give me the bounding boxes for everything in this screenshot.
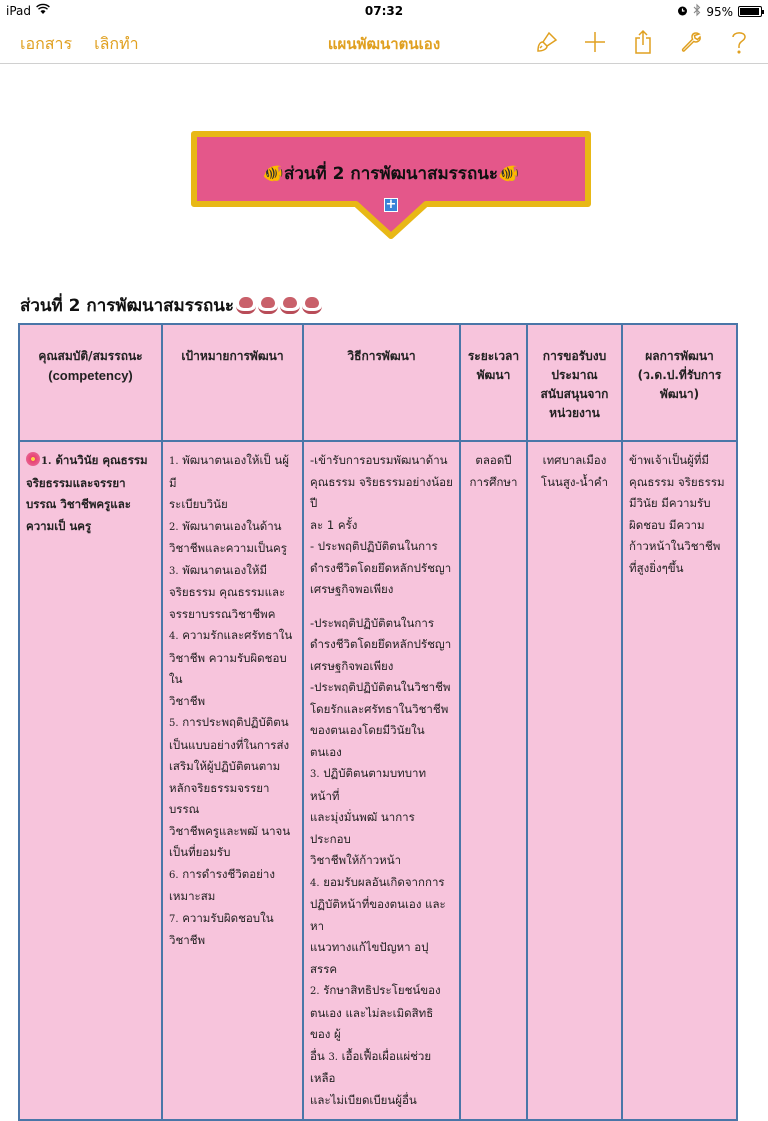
cell-line [310,450,453,472]
text-overflow-plus-icon[interactable]: + [385,197,397,212]
cell-text: ความรักและศรัทธาใน [182,628,293,642]
cell-line [310,894,453,937]
cell-text: เทศบาลเมือง [542,453,607,467]
item-number: 7. [169,913,179,925]
cell-line [169,712,296,735]
cell-text: จริยธรรม คุณธรรมและ [169,585,286,599]
header-text: (competency) [48,368,133,383]
octopus-icon [302,297,322,315]
cell-line [169,908,296,931]
help-icon[interactable] [726,28,752,56]
cell-text: ข้าพเจ้าเป็นผู้ที่มี [629,453,710,467]
cell-line [310,1046,453,1090]
status-bar [0,0,768,22]
cell-budget[interactable] [527,441,622,1120]
document-title[interactable]: แผนพัฒนาตนเอง [327,35,441,53]
cell-line [310,558,453,580]
cell-text: โดยรักและศรัทธาในวิชาชีพ [310,701,449,716]
cell-text: ผิดชอบ มีความ [629,517,705,532]
header-text: เป้าหมายการพัฒนา [181,349,284,363]
header-text: หน่วยงาน [549,406,600,420]
cell-line [169,864,296,887]
cell-line [310,1003,453,1046]
cell-text: รักษาสิทธิประโยชน์ของ [323,983,441,997]
cell-text: ปฏิบัติหน้าที่ของตนเอง และหา [310,897,446,933]
cell-text: ของตนเองโดยมีวินัยใน [310,723,425,737]
cell-text: ดำรงชีวิตโดยยึดหลักปรัชญา [310,637,452,651]
cell-line [310,472,453,515]
cell-line [169,648,296,691]
header-text: วิธีการพัฒนา [347,349,416,363]
alarm-icon [677,5,688,19]
item-number: 1. [41,456,52,467]
share-icon[interactable] [630,28,656,56]
header-text: ประมาณ [551,368,598,382]
cell-text: ละ 1 ครั้ง [310,517,358,532]
cell-line [169,886,296,908]
cell-text: ตลอดปี [475,453,512,467]
cell-text: ดำรงชีวิตโดยยึดหลักปรัชญา [310,560,452,575]
cell-duration[interactable] [460,441,527,1120]
cell-text: เศรษฐกิจพอเพียง [310,582,394,596]
cell-line [169,604,296,626]
item-number: 3. [328,1051,338,1063]
competency-table [18,323,738,1121]
undo-button[interactable]: เลิกทำ [94,34,139,53]
cell-line [310,1090,453,1112]
cell-text: คุณธรรม จริยธรรม [629,474,725,489]
section-heading [20,292,322,319]
header-competency[interactable] [19,324,162,441]
cell-text: -เข้ารับการอบรมพัฒนาด้าน [310,453,448,467]
cell-line [310,579,453,601]
cell-line [169,450,296,494]
cell-line [310,807,453,850]
cell-line [310,677,453,699]
cell-line [169,516,296,539]
cell-text: จรรยาบรรณวิชาชีพค [169,606,276,621]
cell-text: ตนเอง และไม่ละเมิดสิทธิของ ผู้ [310,1005,434,1041]
header-text: ระยะเวลา [467,349,520,363]
header-text: ผลการพัฒนา [645,349,714,363]
cell-line [310,742,453,764]
cell-line [169,821,296,843]
cell-text: คุณธรรม จริยธรรมอย่างน้อยปี [310,474,453,510]
cell-text: ตนเอง [310,744,342,759]
item-number: 6. [169,869,179,881]
title-callout-shape[interactable] [190,128,592,240]
cell-text: วิชาชีพ ความรับผิดชอบใน [169,650,287,686]
hibiscus-icon [26,452,40,466]
octopus-icon [236,297,256,315]
cell-text: วิชาชีพ [169,693,206,708]
octopus-icon [280,297,300,315]
header-budget[interactable] [527,324,622,441]
cell-text: เอื้อเฟื้อเผื่อแผ่ช่วยเหลือ [310,1048,432,1085]
cell-text: พัฒนาตนเองให้เป็ นผู้มี [169,453,289,490]
wrench-icon[interactable] [678,28,704,56]
cell-line [169,842,296,864]
header-text: พัฒนา) [659,387,700,401]
cell-text: วิชาชีพและความเป็นครู [169,541,287,555]
cell-text: การประพฤติปฏิบัติตน [182,715,289,729]
cell-text: -ประพฤติปฏิบัติตนในวิชาชีพ [310,680,451,694]
cell-text: ความรับผิดชอบใน [182,910,274,925]
item-number: 2. [169,521,179,533]
cell-text: เสริมให้ผู้ปฏิบัติตนตาม [169,759,281,773]
cell-line [169,560,296,583]
cell-line [310,980,453,1003]
plus-icon[interactable] [582,28,608,56]
header-text: คุณสมบัติ/สมรรถนะ [38,349,143,363]
cell-line [169,494,296,516]
item-number: 1. [169,456,179,467]
item-number: 2. [310,986,320,997]
paintbrush-icon[interactable] [534,28,560,56]
cell-line [310,613,453,635]
cell-line [169,756,296,778]
cell-line [310,850,453,872]
cell-line [169,778,296,821]
cell-competency[interactable] [19,441,162,1120]
header-text: การขอรับงบ [542,349,607,363]
cell-text: วิชาชีพครูและพฒั นาจน [169,823,291,838]
cell-line [310,763,453,807]
cell-text: โนนสูง-น้ำคำ [540,474,609,489]
cell-line [169,691,296,713]
battery-percent: 95% [706,4,733,19]
cell-text: และไม่เบียดเบียนผู้อื่น [310,1092,417,1107]
cell-text: เศรษฐกิจพอเพียง [310,658,394,673]
cell-text: มีวินัย มีความรับ [629,496,711,510]
cell-text: การศึกษา [469,474,518,489]
header-text: สนับสนุนจาก [540,387,609,401]
item-number: 4. [310,877,320,889]
cell-result[interactable] [622,441,737,1120]
item-number: 4. [169,631,179,642]
tropical-fish-icon: 🐠 [498,164,520,184]
cell-text: การดำรงชีวิตอย่าง [182,866,275,881]
app-toolbar [0,22,768,64]
cell-line [310,937,453,980]
cell-text: พัฒนาตนเองให้มี [182,562,268,577]
clock: 07:32 [364,4,404,18]
section-heading-text: ส่วนที่ 2 การพัฒนาสมรรถนะ [20,296,235,316]
header-result[interactable] [622,324,737,441]
cell-text: ด้านวินัย คุณธรรม [55,453,148,467]
item-number: 5. [169,718,179,729]
cell-text: แนวทางแก้ไขปัญหา อปุ สรรค [310,940,429,976]
cell-line [169,538,296,560]
header-methods[interactable] [303,324,460,441]
cell-text: ก้าวหน้าในวิชาชีพ [629,539,721,553]
cell-line [169,930,296,952]
callout-title: 🐠ส่วนที่ 2 การพัฒนาสมรรถนะ🐠 [262,164,520,184]
bluetooth-icon [693,4,701,19]
cell-text: วิชาชีพให้ก้าวหน้า [310,853,402,867]
cell-line [310,536,453,558]
octopus-icon [258,297,278,315]
table-header-row [19,324,737,441]
header-text: พัฒนา [476,368,511,382]
battery-icon [738,6,762,17]
header-goals[interactable] [162,324,303,441]
spacer [310,601,453,613]
cell-line [310,720,453,742]
cell-text: และมุ่งมั่นพฒั นาการ ประกอบ [310,810,415,846]
documents-button[interactable]: เอกสาร [20,34,73,53]
cell-line [310,634,453,656]
item-number: 3. [169,565,179,577]
cell-text: ความเป็ นครู [26,518,92,533]
table-row [19,441,737,1120]
cell-line [310,872,453,895]
cell-text: เหมาะสม [169,889,216,903]
tropical-fish-icon: 🐠 [262,164,284,184]
cell-line [310,515,453,537]
header-duration[interactable] [460,324,527,441]
cell-line [169,735,296,757]
cell-text: จริยธรรมและจรรยา [26,475,126,490]
cell-methods[interactable] [303,441,460,1120]
cell-text: ระเบียบวินัย [169,497,228,511]
cell-goals[interactable] [162,441,303,1120]
device-name: iPad [6,4,32,18]
cell-text: ที่สูงยิ่งๆขึ้น [629,560,684,575]
cell-text: วิชาชีพ [169,933,206,947]
cell-line [310,656,453,678]
cell-text: ปฏิบัติตนตามบทบาทหน้าที่ [310,766,427,803]
cell-text: -ประพฤติปฏิบัติตนในการ [310,615,435,630]
cell-line [169,582,296,604]
cell-text: พัฒนาตนเองในด้าน [182,518,282,533]
item-number: 3. [310,769,320,780]
header-text: (ว.ด.ป.ที่รับการ [637,368,722,382]
cell-text: บรรณ วิชาชีพครูและ [26,497,131,511]
cell-text: หลักจริยธรรมจรรยาบรรณ [169,780,270,816]
cell-line [169,625,296,648]
cell-text: เป็นแบบอย่างที่ในการส่ง [169,737,290,752]
cell-line [310,699,453,721]
cell-text: อื่น [310,1048,325,1063]
cell-text: - ประพฤติปฏิบัติตนในการ [310,539,438,553]
cell-text: ยอมรับผลอันเกิดจากการ [323,874,445,889]
cell-text: เป็นที่ยอมรับ [169,845,231,859]
